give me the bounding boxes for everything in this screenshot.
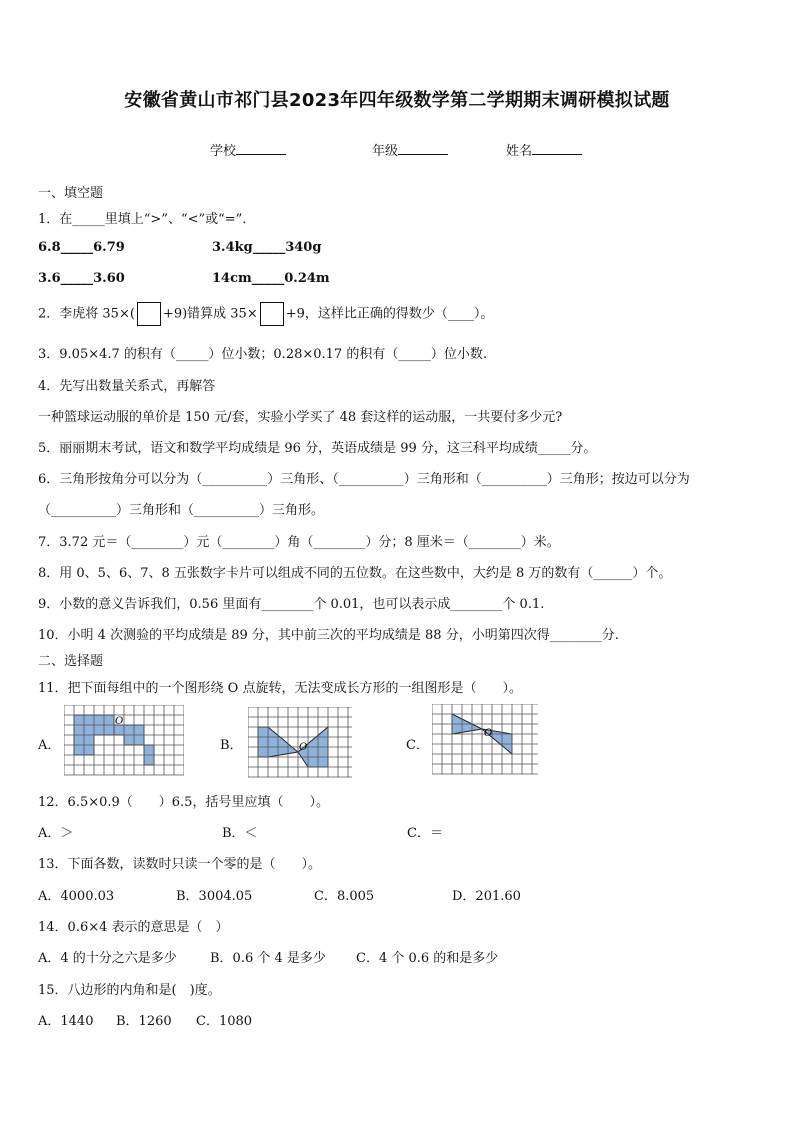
question-1-item-b: 3.4kg_____340g xyxy=(212,240,322,255)
option-b-label: B． xyxy=(220,738,243,753)
grade-label: 年级 xyxy=(372,144,399,159)
section-fill-heading: 一、填空题 xyxy=(38,186,104,201)
question-11-stem: 11．把下面每组中的一个图形绕 O 点旋转，无法变成长方形的一组图形是（ ）。 xyxy=(38,681,522,696)
point-o-label: O xyxy=(115,716,124,727)
question-14-option-a: A．4 的十分之六是多少 xyxy=(38,951,177,966)
question-1-item-a: 6.8_____6.79 xyxy=(38,240,125,255)
section-choice-heading: 二、选择题 xyxy=(38,654,104,669)
name-label: 姓名 xyxy=(506,144,533,159)
grid-lines xyxy=(432,704,538,774)
option-a-label: A． xyxy=(38,738,61,753)
question-8: 8．用 0、5、6、7、8 五张数字卡片可以组成不同的五位数。在这些数中，大约是 8 万的数有（______）个。 xyxy=(38,566,672,581)
question-14-option-c: C．4 个 0.6 的和是多少 xyxy=(356,951,499,966)
question-15-option-c: C．1080 xyxy=(196,1014,253,1029)
school-blank xyxy=(236,141,286,155)
question-3: 3．9.05×4.7 的积有（_____）位小数；0.28×0.17 的积有（_____）位小数. xyxy=(38,347,487,362)
name-blank xyxy=(532,141,582,155)
question-2-part-1: 2．李虎将 35×( xyxy=(38,306,135,322)
question-15-option-b: B．1260 xyxy=(116,1014,172,1029)
question-12-stem: 12．6.5×0.9（ ）6.5，括号里应填（ ）。 xyxy=(38,795,329,810)
question-5: 5．丽丽期末考试，语文和数学平均成绩是 96 分，英语成绩是 99 分，这三科平均成绩_____分。 xyxy=(38,441,597,456)
question-13-option-b: B．3004.05 xyxy=(176,889,253,904)
question-9: 9．小数的意义告诉我们，0.56 里面有________个 0.01，也可以表示成________个 0.1. xyxy=(38,597,545,612)
question-6-line-1: 6．三角形按角分可以分为（__________）三角形、（__________）三角形和（__________）三角形；按边可以分为 xyxy=(38,472,690,487)
question-10: 10．小明 4 次测验的平均成绩是 89 分，其中前三次的平均成绩是 88 分，小明第四次得________分. xyxy=(38,628,619,643)
answer-box xyxy=(260,302,284,326)
question-2 xyxy=(38,302,493,327)
question-14-stem: 14．0.6×4 表示的意思是（ ） xyxy=(38,920,229,935)
school-field xyxy=(210,140,286,159)
question-12-option-b: B．＜ xyxy=(222,826,258,841)
option-c-label: C． xyxy=(406,738,429,753)
question-15-stem: 15．八边形的内角和是( )度。 xyxy=(38,983,221,998)
option-c-figure xyxy=(432,704,538,778)
question-12-option-a: A．＞ xyxy=(38,826,74,841)
school-label: 学校 xyxy=(210,144,237,159)
question-2-part-3: +9，这样比正确的得数少（____）。 xyxy=(285,306,494,322)
option-b-figure xyxy=(248,707,352,779)
question-4-stem: 4．先写出数量关系式，再解答 xyxy=(38,379,216,394)
question-2-part-2: +9)错算成 35× xyxy=(162,306,258,322)
question-1-item-c: 3.6_____3.60 xyxy=(38,271,125,286)
option-a-figure xyxy=(64,705,184,777)
question-7: 7．3.72 元＝（________）元（________）角（________）分；8 厘米＝（________）米。 xyxy=(38,535,560,550)
name-field xyxy=(506,140,582,159)
question-12-option-c: C．＝ xyxy=(407,826,443,841)
question-6-line-2: （__________）三角形和（__________）三角形。 xyxy=(38,503,325,518)
answer-box xyxy=(137,302,161,326)
point-o-label: O xyxy=(484,728,493,739)
page-title: 安徽省黄山市祁门县2023年四年级数学第二学期期末调研模拟试题 xyxy=(124,90,670,111)
question-1-stem: 1．在_____里填上“>”、“<”或“=”． xyxy=(38,212,256,227)
grade-blank xyxy=(398,141,448,155)
question-13-option-a: A．4000.03 xyxy=(38,889,115,904)
question-14-option-b: B．0.6 个 4 是多少 xyxy=(210,951,326,966)
question-13-option-d: D．201.60 xyxy=(452,889,521,904)
point-o-label: O xyxy=(299,742,308,753)
question-13-stem: 13．下面各数，读数时只读一个零的是（ ）。 xyxy=(38,857,322,872)
grade-field xyxy=(372,140,448,159)
question-13-option-c: C．8.005 xyxy=(314,889,375,904)
question-15-option-a: A．1440 xyxy=(38,1014,94,1029)
question-1-item-d: 14cm_____0.24m xyxy=(212,271,330,286)
question-4-body: 一种篮球运动服的单价是 150 元/套，实验小学买了 48 套这样的运动服，一共要付多少元? xyxy=(38,410,563,425)
